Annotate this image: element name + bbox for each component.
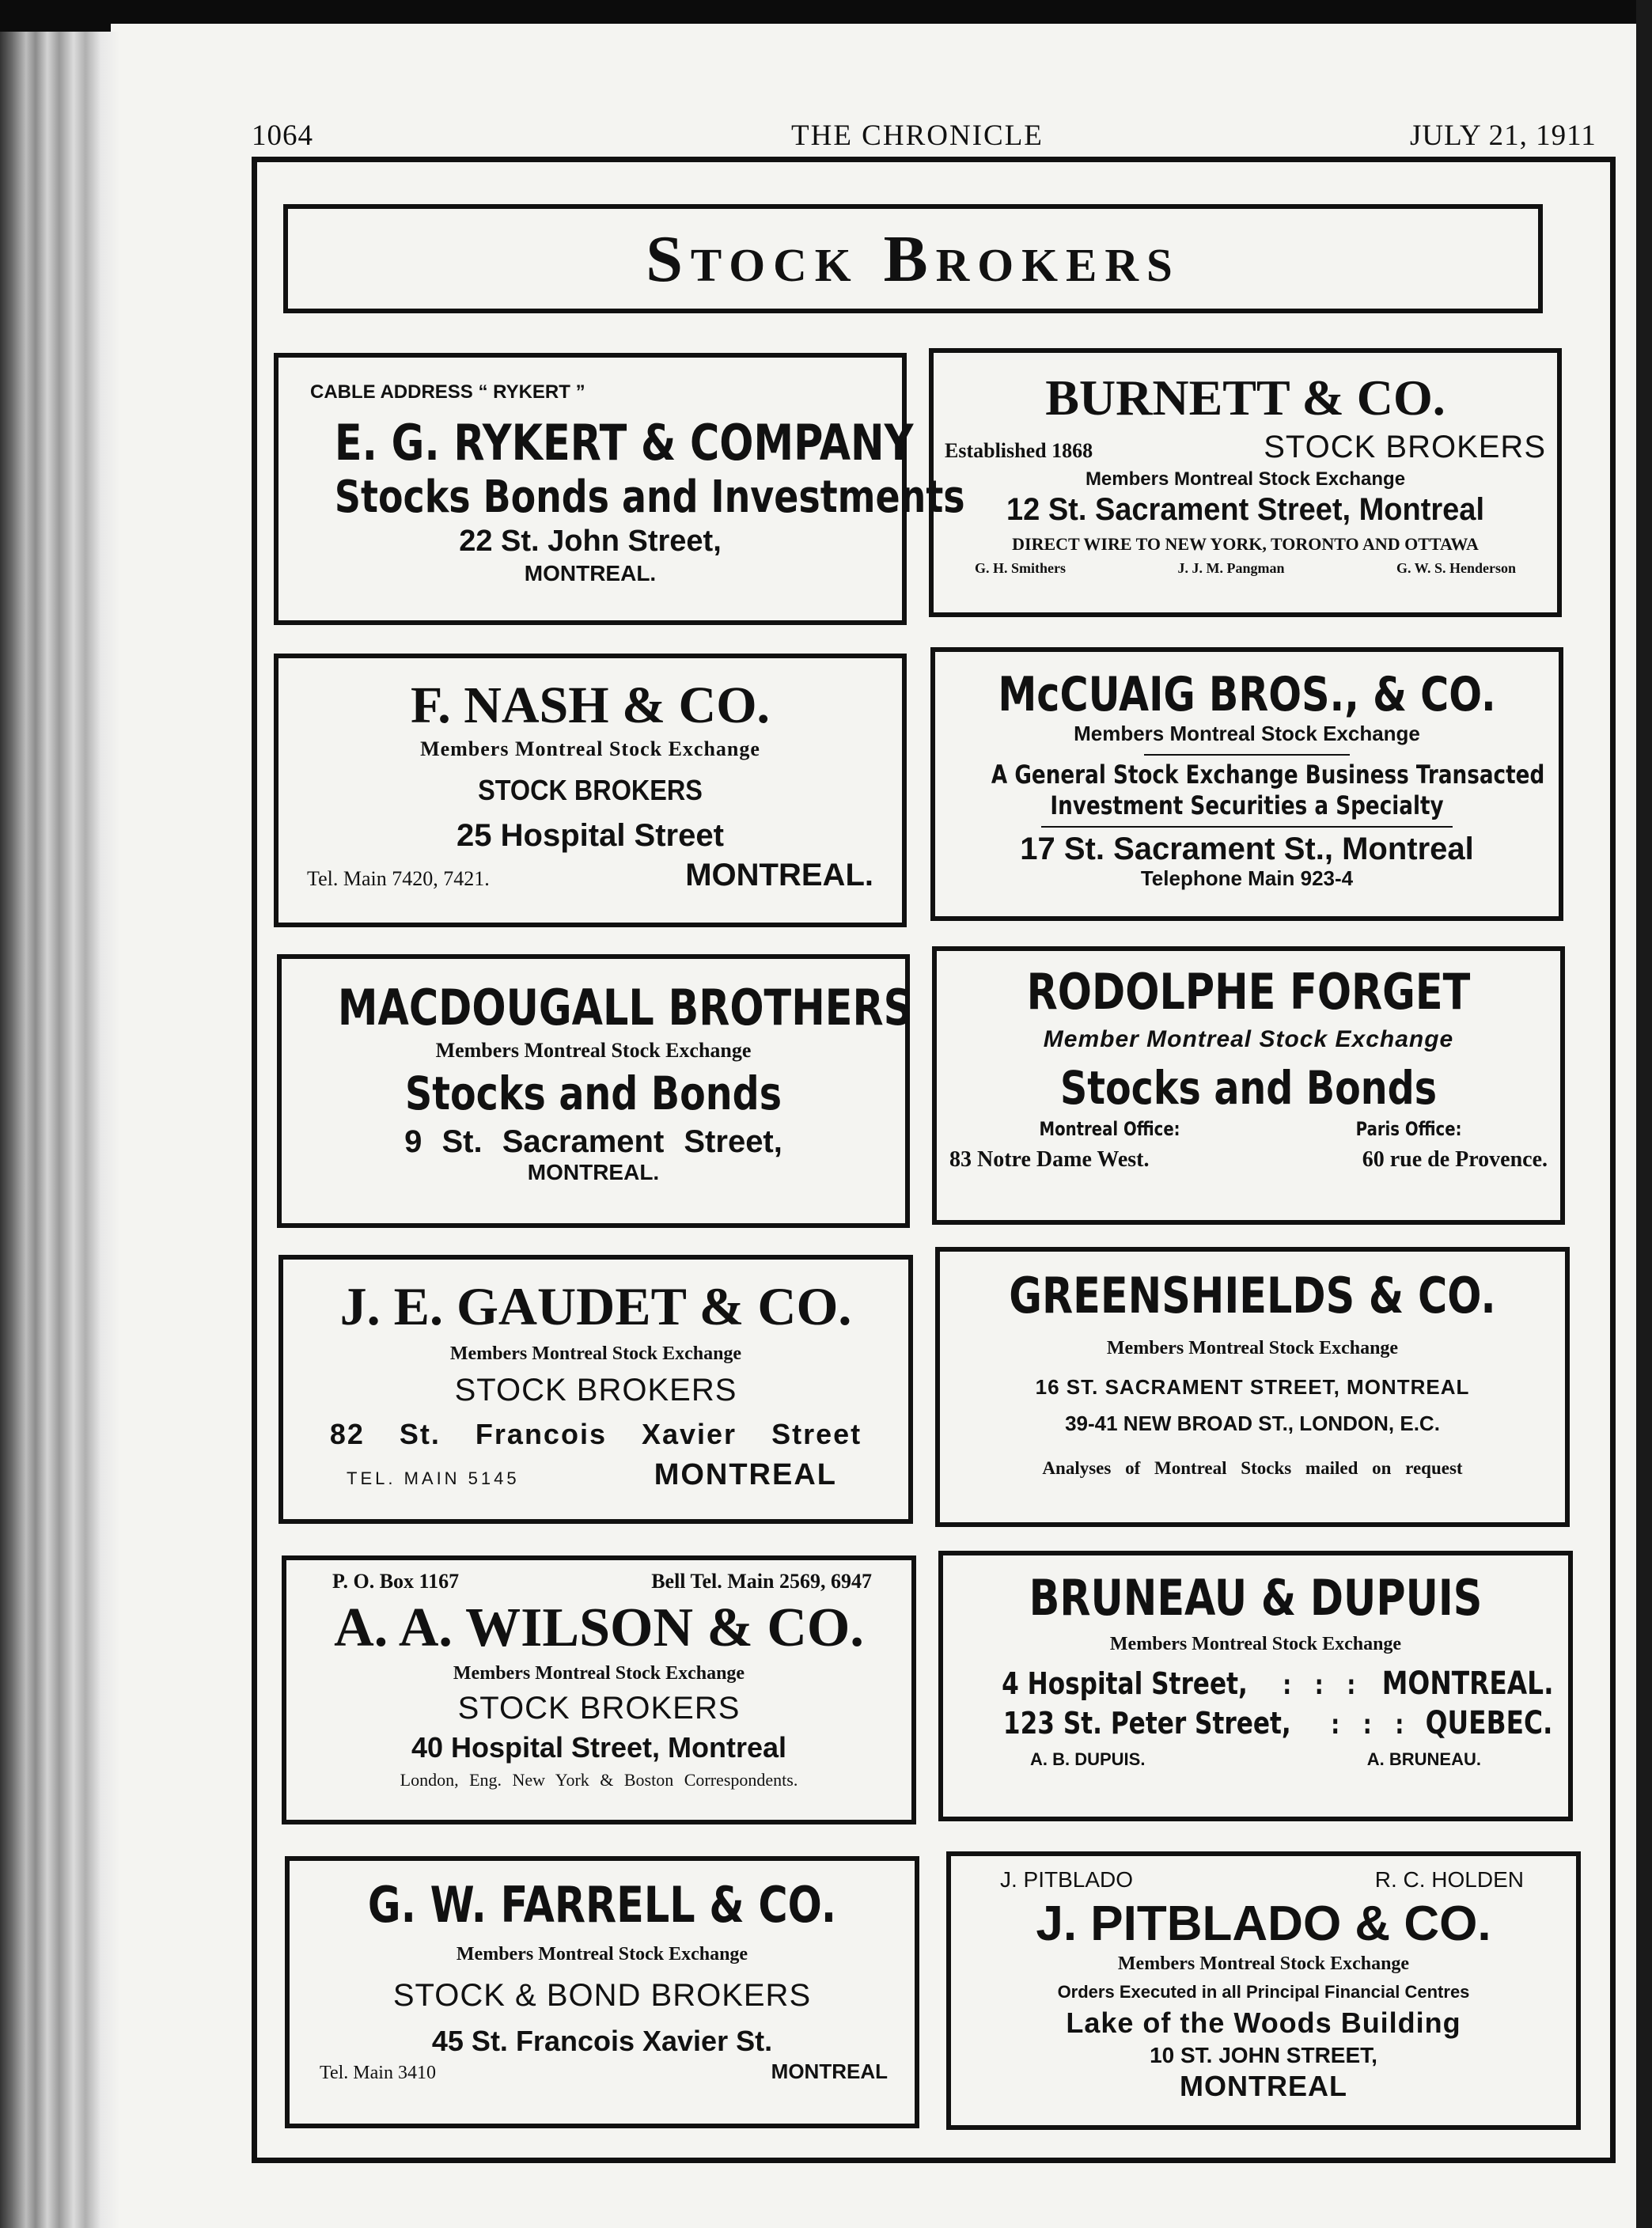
farrell-name: G. W. FARRELL & CO.: [367, 1876, 837, 1934]
gaudet-name: J. E. GAUDET & CO.: [339, 1276, 852, 1336]
farrell-role: STOCK & BOND BROKERS: [392, 1977, 812, 2013]
forget-office1: 83 Notre Dame West.: [949, 1147, 1150, 1173]
nash-footer: [278, 857, 902, 893]
bruneau-city2: QUEBEC.: [1425, 1704, 1553, 1741]
forget-office2-label: Paris Office:: [1355, 1118, 1462, 1141]
mccuaig-name: McCUAIG BROS., & CO.: [998, 667, 1496, 722]
farrell-tel: Tel. Main 3410: [320, 2063, 436, 2084]
greenshields-address1: 16 ST. SACRAMENT STREET, MONTREAL: [1035, 1374, 1470, 1399]
bruneau-partner2: A. BRUNEAU.: [1366, 1749, 1481, 1769]
nash-city: MONTREAL.: [685, 858, 873, 893]
page-stack-edge: [0, 32, 119, 2228]
greenshields-address2: 39-41 NEW BROAD ST., LONDON, E.C.: [1065, 1411, 1440, 1435]
publication-title: THE CHRONICLE: [791, 119, 1044, 152]
rykert-city: MONTREAL.: [524, 560, 657, 585]
bruneau-members: Members Montreal Stock Exchange: [1109, 1634, 1402, 1655]
wilson-correspondents: London, Eng. New York & Boston Correspondents.: [400, 1770, 798, 1790]
greenshields-members: Members Montreal Stock Exchange: [1106, 1338, 1399, 1359]
farrell-members: Members Montreal Stock Exchange: [456, 1944, 748, 1965]
forget-office2: 60 rue de Provence.: [1362, 1147, 1548, 1173]
issue-date: JULY 21, 1911: [1410, 119, 1597, 152]
ad-bruneau: [938, 1551, 1573, 1821]
burnett-established: Established 1868: [945, 438, 1093, 462]
pitblado-city: MONTREAL: [1180, 2069, 1347, 2102]
bruneau-sep1: : : :: [1283, 1669, 1356, 1701]
macdougall-members: Members Montreal Stock Exchange: [435, 1039, 752, 1063]
pitblado-address: 10 ST. JOHN STREET,: [1150, 2042, 1377, 2067]
pitblado-partners: [951, 1867, 1576, 1893]
burnett-address: 12 St. Sacrament Street, Montreal: [1006, 492, 1484, 528]
gaudet-tel: TEL. MAIN 5145: [347, 1468, 520, 1489]
wilson-header: [286, 1570, 911, 1593]
ad-farrell: [285, 1856, 919, 2128]
gaudet-city: MONTREAL: [654, 1458, 837, 1492]
nash-role: STOCK BROKERS: [478, 773, 703, 806]
mccuaig-business: A General Stock Exchange Business Transacted: [991, 759, 1545, 790]
nash-members: Members Montreal Stock Exchange: [420, 737, 760, 760]
pitblado-partner1: J. PITBLADO: [1000, 1867, 1134, 1892]
wilson-pobox: P. O. Box 1167: [332, 1570, 460, 1593]
ad-rykert: [274, 353, 965, 625]
forget-members: Member Montreal Stock Exchange: [1043, 1026, 1454, 1053]
bruneau-sep2: : : :: [1330, 1708, 1404, 1741]
mccuaig-rule-top: [1144, 754, 1350, 756]
farrell-city: MONTREAL: [771, 2059, 888, 2084]
burnett-partner-1: G. H. Smithers: [975, 560, 1066, 577]
rykert-address: 22 St. John Street,: [459, 525, 722, 559]
nash-address: 25 Hospital Street: [457, 818, 724, 854]
gaudet-members: Members Montreal Stock Exchange: [449, 1343, 742, 1365]
gaudet-role: STOCK BROKERS: [454, 1372, 737, 1408]
forget-name: RODOLPHE FORGET: [1026, 963, 1471, 1021]
rykert-name: E. G. RYKERT & COMPANY: [334, 413, 914, 472]
rykert-cable: CABLE ADDRESS “ RYKERT ”: [310, 381, 585, 403]
bruneau-line1: [943, 1665, 1568, 1702]
bruneau-partners: [943, 1749, 1568, 1769]
page-number: 1064: [252, 119, 313, 152]
rykert-tagline: Stocks Bonds and Investments: [334, 471, 965, 523]
macdougall-tagline: Stocks and Bonds: [404, 1067, 782, 1121]
section-banner: [283, 204, 1543, 313]
greenshields-name: GREENSHIELDS & CO.: [1009, 1267, 1496, 1324]
burnett-partners: [934, 560, 1557, 577]
ad-pitblado: [946, 1851, 1581, 2130]
farrell-footer: [290, 2060, 915, 2085]
burnett-partner-2: J. J. M. Pangman: [1177, 560, 1285, 577]
ad-nash: [274, 654, 907, 927]
bruneau-city1: MONTREAL.: [1382, 1665, 1554, 1702]
mccuaig-members: Members Montreal Stock Exchange: [1074, 722, 1420, 745]
ad-greenshields: [935, 1247, 1570, 1527]
ad-gaudet: [278, 1255, 913, 1524]
ad-mccuaig: [930, 647, 1563, 921]
bruneau-name: BRUNEAU & DUPUIS: [1029, 1569, 1483, 1627]
burnett-wire: DIRECT WIRE TO NEW YORK, TORONTO AND OTTAWA: [1012, 534, 1479, 555]
forget-office1-label: Montreal Office:: [1039, 1118, 1180, 1141]
wilson-tel: Bell Tel. Main 2569, 6947: [651, 1570, 872, 1593]
ad-forget: [932, 946, 1565, 1225]
section-title: Stock Brokers: [646, 222, 1180, 296]
mccuaig-specialty: Investment Securities a Specialty: [1050, 790, 1444, 820]
burnett-partner-3: G. W. S. Henderson: [1396, 560, 1516, 577]
ad-burnett: [929, 348, 1562, 617]
farrell-address: 45 St. Francois Xavier St.: [431, 2024, 773, 2057]
bruneau-addr2: 123 St. Peter Street,: [1002, 1705, 1291, 1741]
pitblado-members: Members Montreal Stock Exchange: [1117, 1953, 1410, 1975]
bruneau-addr1: 4 Hospital Street,: [1002, 1665, 1248, 1701]
mccuaig-tel: Telephone Main 923-4: [1140, 866, 1354, 891]
mccuaig-address: 17 St. Sacrament St., Montreal: [1020, 832, 1474, 867]
nash-name: F. NASH & CO.: [410, 676, 771, 734]
bruneau-partner1: A. B. DUPUIS.: [1030, 1749, 1146, 1769]
burnett-name: BURNETT & CO.: [1045, 369, 1446, 426]
wilson-role: STOCK BROKERS: [457, 1690, 741, 1726]
pitblado-orders: Orders Executed in all Principal Financial Centres: [1057, 1982, 1470, 2003]
nash-tel: Tel. Main 7420, 7421.: [307, 867, 490, 891]
mccuaig-rule-bottom: [1041, 826, 1453, 828]
gaudet-address: 82 St. Francois Xavier Street: [329, 1417, 862, 1450]
ad-wilson: [282, 1555, 916, 1824]
forget-tagline: Stocks and Bonds: [1059, 1060, 1438, 1115]
ad-macdougall: [277, 954, 913, 1228]
wilson-members: Members Montreal Stock Exchange: [453, 1663, 745, 1684]
greenshields-note: Analyses of Montreal Stocks mailed on request: [1042, 1457, 1463, 1478]
macdougall-address: 9 St. Sacrament Street,: [404, 1123, 782, 1159]
scan-right-edge: [1636, 0, 1652, 2228]
burnett-role: STOCK BROKERS: [1264, 429, 1546, 464]
pitblado-partner2: R. C. HOLDEN: [1374, 1867, 1524, 1892]
forget-office-labels: [937, 1119, 1560, 1141]
bruneau-line2: [943, 1705, 1568, 1741]
pitblado-name: J. PITBLADO & CO.: [1036, 1896, 1491, 1952]
wilson-address: 40 Hospital Street, Montreal: [411, 1730, 787, 1764]
gaudet-footer: [283, 1458, 908, 1493]
burnett-members: Members Montreal Stock Exchange: [1085, 468, 1406, 490]
burnett-est-row: [934, 429, 1557, 465]
wilson-name: A. A. WILSON & CO.: [334, 1597, 864, 1658]
macdougall-city: MONTREAL.: [527, 1159, 660, 1184]
forget-offices: [937, 1147, 1560, 1173]
pitblado-building: Lake of the Woods Building: [1066, 2006, 1461, 2040]
macdougall-name: MACDOUGALL BROTHERS: [337, 979, 913, 1036]
